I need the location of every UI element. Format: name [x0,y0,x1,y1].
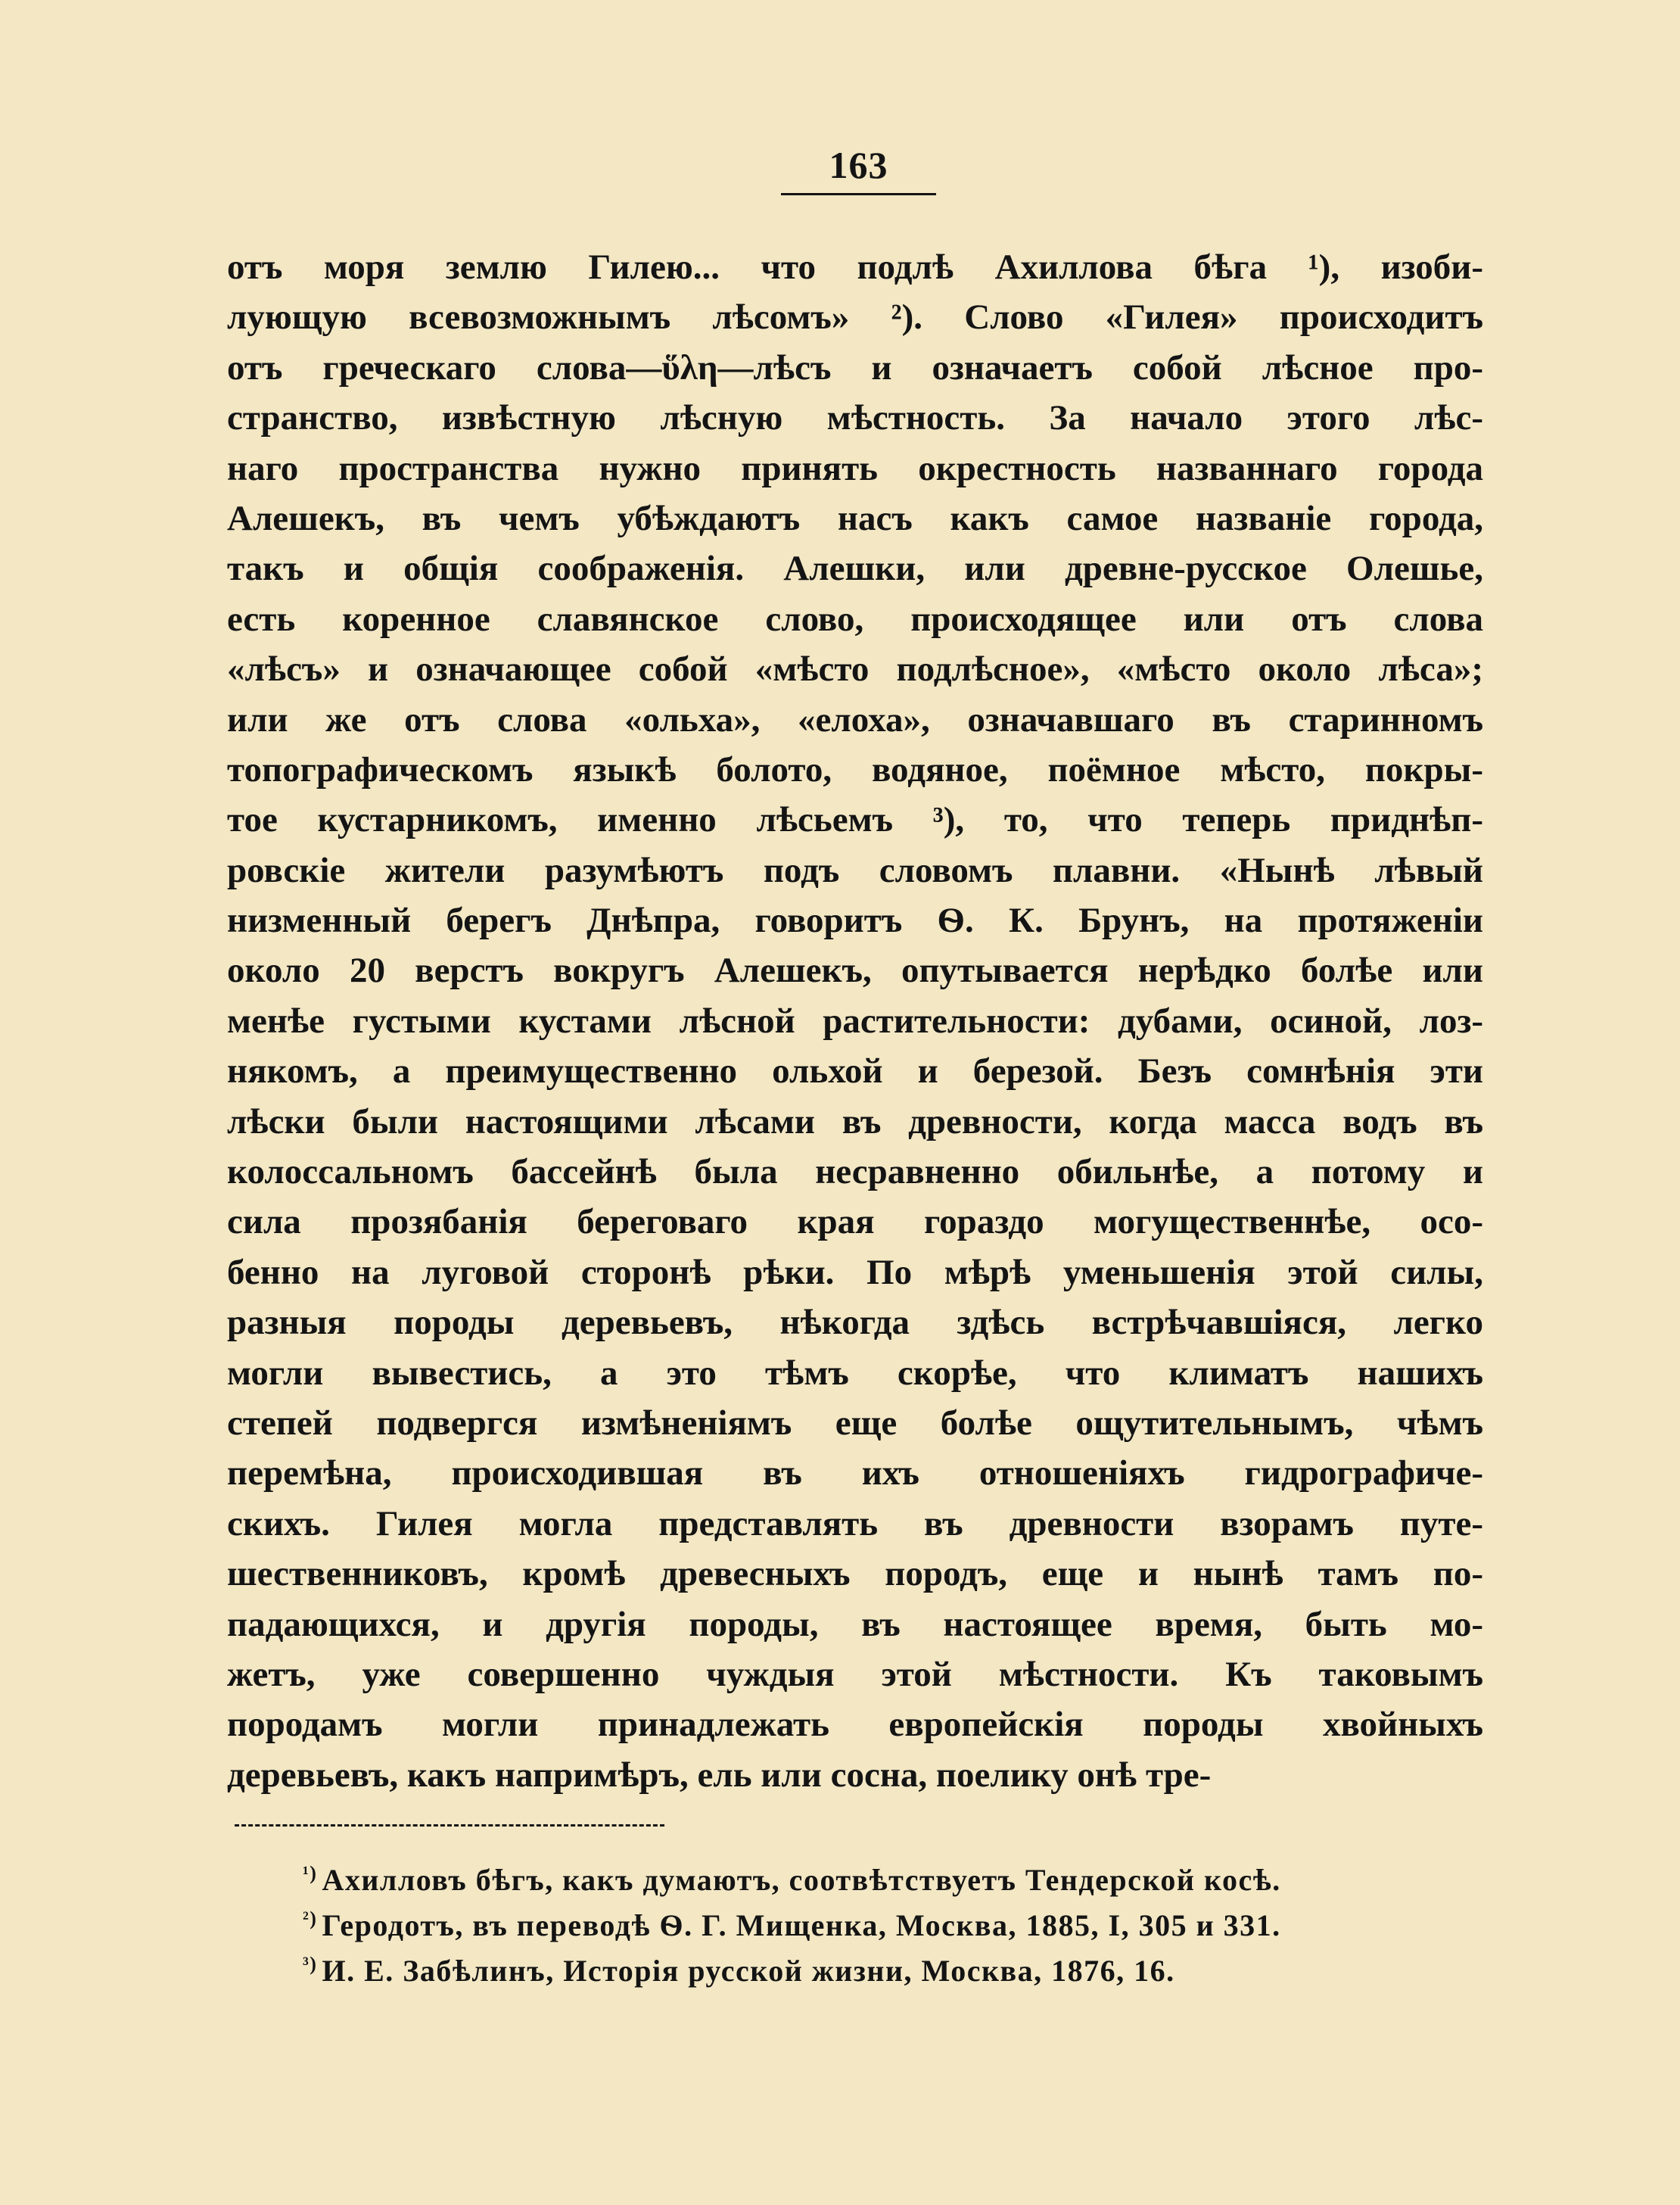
text-line: шественниковъ, кромѣ древесныхъ породъ, еще и нынѣ тамъ по- [227,1554,1483,1594]
footnote-1 [303,1851,1483,1896]
text-line: могли вывестись, а это тѣмъ скорѣе, что климатъ нашихъ [227,1353,1483,1393]
text-line: есть коренное славянское слово, происходящее или отъ слова [227,599,1483,639]
footnote-marker: ³) [303,1953,318,1975]
text-line: лующую всевозможнымъ лѣсомъ» ²). Слово «Гилея» происходитъ [227,297,1483,338]
text-line: ровскіе жители разумѣютъ подъ словомъ плавни. «Нынѣ лѣвый [227,850,1483,890]
text-line: разныя породы деревьевъ, нѣкогда здѣсь встрѣчавшіяся, легко [227,1303,1483,1343]
text-line: странство, извѣстную лѣсную мѣстность. За начало этого лѣс- [227,398,1483,438]
footnote-text: Ахилловъ бѣгъ, какъ думаютъ, соотвѣтствуетъ Тендерской косѣ. [322,1863,1281,1897]
text-line: Алешекъ, въ чемъ убѣждаютъ насъ какъ самое названіе города, [227,498,1483,538]
text-line: жетъ, уже совершенно чуждыя этой мѣстности. Къ таковымъ [227,1654,1483,1694]
text-line: топографическомъ языкѣ болото, водяное, поёмное мѣсто, покры- [227,749,1483,790]
footnote-text: И. Е. Забѣлинъ, Исторія русской жизни, Москва, 1876, 16. [322,1954,1175,1988]
footnote-marker: ¹) [303,1862,318,1884]
text-line: отъ моря землю Гилею... что подлѣ Ахиллова бѣга ¹), изоби- [227,248,1483,287]
text-line: деревьевъ, какъ напримѣръ, ель или сосна, поелику онѣ тре- [227,1755,1212,1795]
text-line: менѣе густыми кустами лѣсной растительности: дубами, осиной, лоз- [227,1001,1483,1041]
footnote-marker: ²) [303,1908,318,1929]
text-line: степей подвергся измѣненіямъ еще болѣе ощутительнымъ, чѣмъ [227,1403,1483,1443]
text-line: тое кустарникомъ, именно лѣсьемъ ³), то, что теперь приднѣп- [227,800,1483,840]
text-line: низменный берегъ Днѣпра, говоритъ Ѳ. К. Брунъ, на протяженіи [227,901,1483,941]
text-line: «лѣсъ» и означающее собой «мѣсто подлѣсное», «мѣсто около лѣса»; [227,649,1483,690]
footnote-divider [235,1824,664,1827]
text-line: породамъ могли принадлежать европейскія породы хвойныхъ [227,1705,1483,1745]
text-line: бенно на луговой сторонѣ рѣки. По мѣрѣ уменьшенія этой силы, [227,1252,1483,1292]
footnote-2 [303,1896,1483,1942]
text-line: такъ и общія соображенія. Алешки, или древне-русское Олешье, [227,549,1483,589]
text-line: наго пространства нужно принять окрестность названнаго города [227,448,1483,488]
page-number-rule [781,193,936,195]
text-line: отъ греческаго слова—ὕλη—лѣсъ и означаетъ собой лѣсное про- [227,347,1483,388]
text-line: перемѣна, происходившая въ ихъ отношеніяхъ гидрографиче- [227,1453,1483,1493]
footnote-3 [303,1942,1483,1987]
body-text [227,242,1483,1800]
text-line: около 20 верстъ вокругъ Алешекъ, опутывается нерѣдко болѣе или [227,951,1483,991]
text-line: колоссальномъ бассейнѣ была несравненно обильнѣе, а потому и [227,1152,1483,1192]
text-line: сила прозябанія береговаго края гораздо могущественнѣе, осо- [227,1202,1483,1242]
text-line: лѣски были настоящими лѣсами въ древности, когда масса водъ въ [227,1101,1483,1141]
text-line: или же отъ слова «ольха», «елоха», означавшаго въ старинномъ [227,699,1483,740]
text-line: падающихся, и другія породы, въ настоящее время, быть мо- [227,1604,1483,1644]
page-number: 163 [829,144,888,186]
footnote-text: Геродотъ, въ переводѣ Ѳ. Г. Мищенка, Москва, 1885, I, 305 и 331. [322,1908,1281,1942]
text-line: скихъ. Гилея могла представлять въ древности взорамъ путе- [227,1503,1483,1543]
footnotes [303,1851,1483,1987]
text-line: някомъ, а преимущественно ольхой и березой. Безъ сомнѣнія эти [227,1051,1483,1092]
